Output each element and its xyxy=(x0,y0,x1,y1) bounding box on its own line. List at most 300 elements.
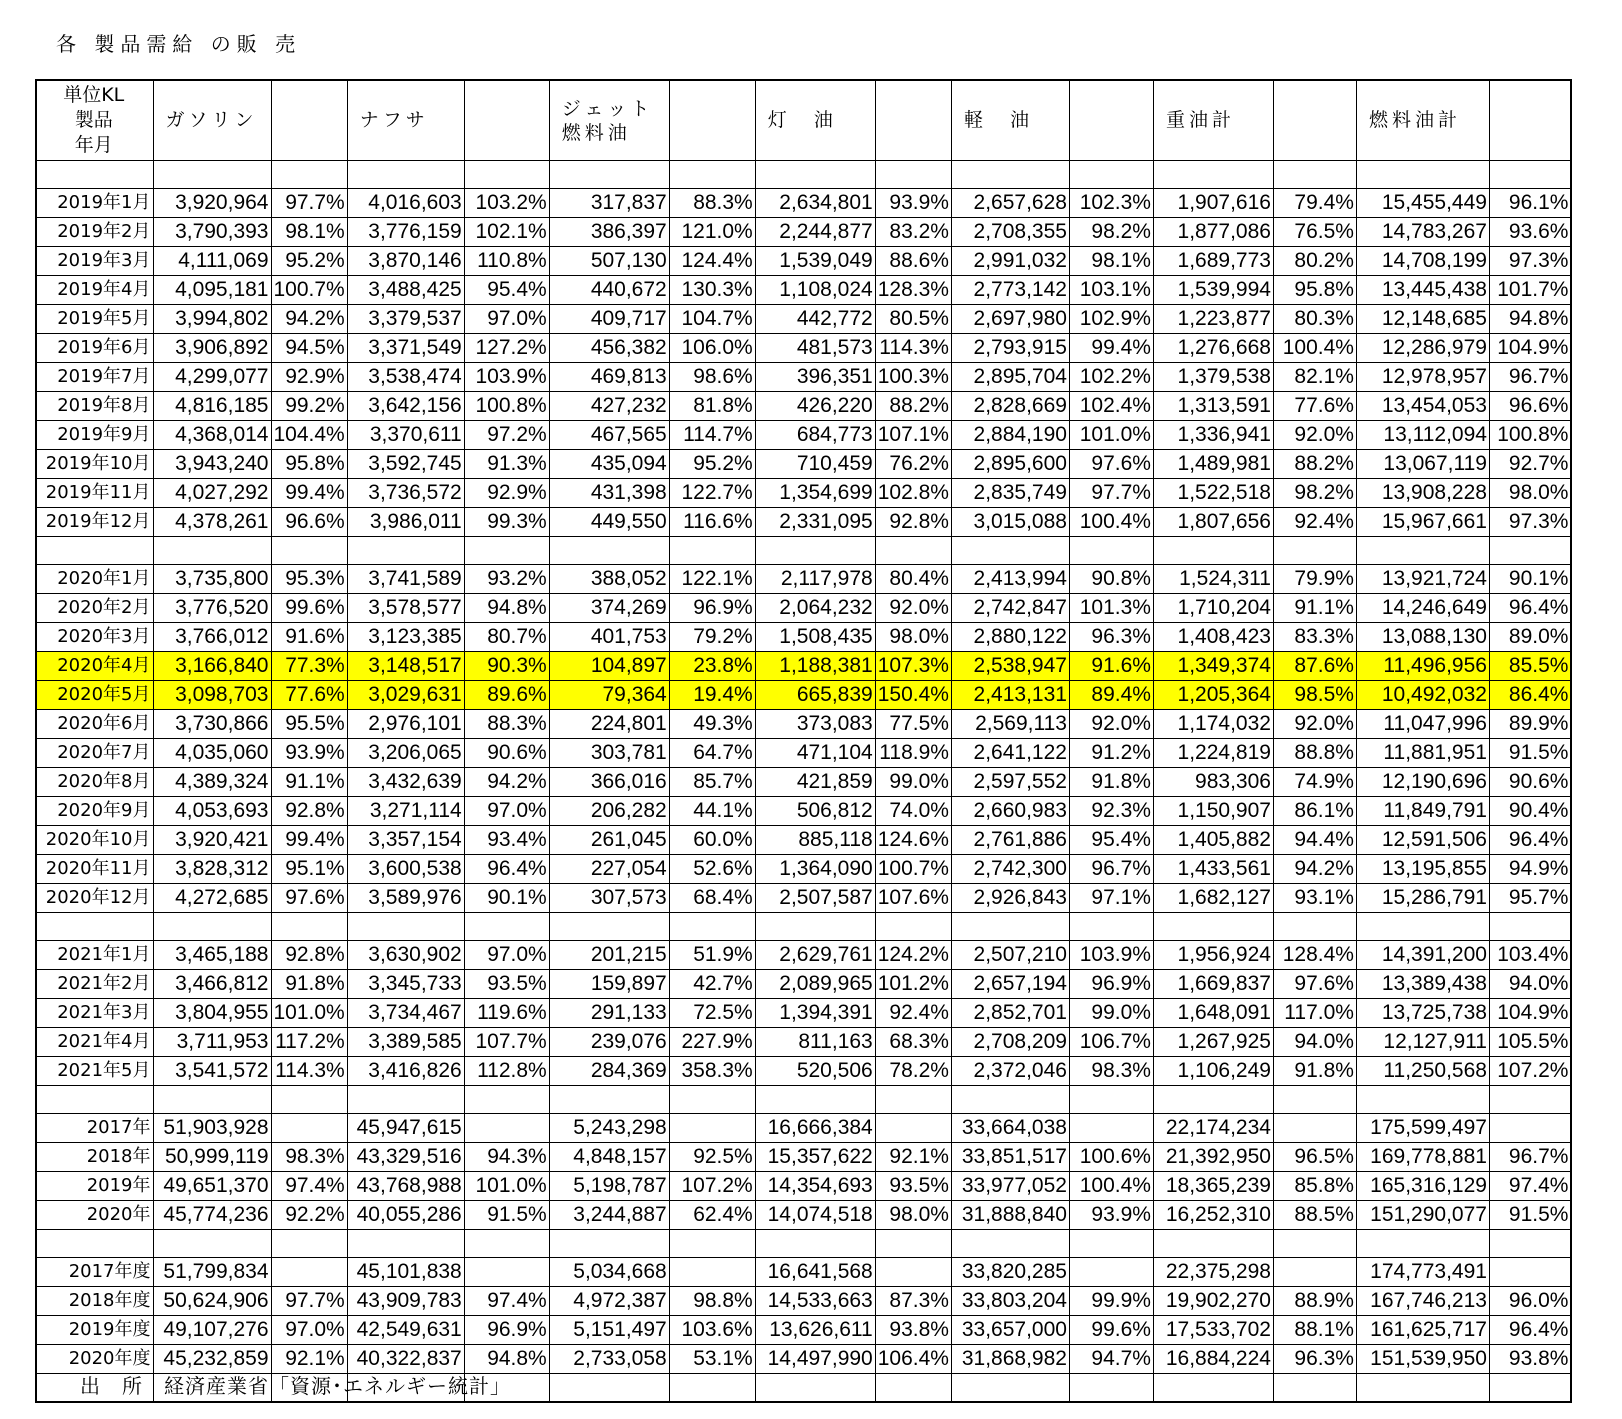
ratio-cell: 88.5% xyxy=(1273,1201,1356,1230)
ratio-cell: 53.1% xyxy=(669,1345,755,1374)
ratio-cell: 118.9% xyxy=(875,739,951,768)
volume-cell: 3,776,520 xyxy=(153,594,271,623)
volume-cell: 3,920,964 xyxy=(153,189,271,218)
ratio-cell: 49.3% xyxy=(669,710,755,739)
volume-cell: 2,089,965 xyxy=(755,970,875,999)
empty-cell xyxy=(464,1086,549,1114)
empty-cell xyxy=(875,1086,951,1114)
row-label: 2019年度 xyxy=(36,1316,153,1345)
ratio-cell: 107.2% xyxy=(669,1172,755,1201)
ratio-cell: 96.1% xyxy=(1489,189,1571,218)
volume-cell: 174,773,491 xyxy=(1356,1258,1489,1287)
spacer-row xyxy=(36,1086,1571,1114)
empty-cell xyxy=(464,1230,549,1258)
ratio-cell: 92.4% xyxy=(875,999,951,1028)
volume-cell: 2,773,142 xyxy=(951,276,1069,305)
volume-cell: 3,600,538 xyxy=(347,855,464,884)
empty-cell xyxy=(1489,1374,1571,1403)
ratio-cell: 95.5% xyxy=(271,710,347,739)
volume-cell: 49,651,370 xyxy=(153,1172,271,1201)
volume-cell: 3,804,955 xyxy=(153,999,271,1028)
volume-cell: 1,689,773 xyxy=(1153,247,1273,276)
volume-cell: 456,382 xyxy=(549,334,669,363)
ratio-cell: 103.9% xyxy=(464,363,549,392)
empty-cell xyxy=(1069,1374,1153,1403)
ratio-cell: 96.6% xyxy=(1489,392,1571,421)
volume-cell: 12,190,696 xyxy=(1356,768,1489,797)
ratio-cell: 99.0% xyxy=(1069,999,1153,1028)
empty-cell xyxy=(1273,913,1356,941)
empty-cell xyxy=(875,1374,951,1403)
volume-cell: 1,205,364 xyxy=(1153,681,1273,710)
volume-cell: 1,379,538 xyxy=(1153,363,1273,392)
volume-cell: 3,735,800 xyxy=(153,565,271,594)
ratio-cell: 130.3% xyxy=(669,276,755,305)
ratio-cell: 92.0% xyxy=(1273,710,1356,739)
table-row xyxy=(36,855,1571,884)
table-row xyxy=(36,1172,1571,1201)
volume-cell: 3,371,549 xyxy=(347,334,464,363)
table-row xyxy=(36,392,1571,421)
ratio-cell: 91.8% xyxy=(1273,1057,1356,1086)
ratio-cell: 105.5% xyxy=(1489,1028,1571,1057)
volume-cell: 33,803,204 xyxy=(951,1287,1069,1316)
volume-cell: 13,626,611 xyxy=(755,1316,875,1345)
volume-cell: 506,812 xyxy=(755,797,875,826)
ratio-cell: 116.6% xyxy=(669,508,755,537)
table-row xyxy=(36,1028,1571,1057)
volume-cell: 684,773 xyxy=(755,421,875,450)
ratio-cell: 119.6% xyxy=(464,999,549,1028)
empty-cell xyxy=(1356,1230,1489,1258)
ratio-cell: 117.2% xyxy=(271,1028,347,1057)
volume-cell: 4,095,181 xyxy=(153,276,271,305)
volume-cell: 40,322,837 xyxy=(347,1345,464,1374)
volume-cell: 3,029,631 xyxy=(347,681,464,710)
ratio-cell: 91.8% xyxy=(1069,768,1153,797)
empty-cell xyxy=(271,1086,347,1114)
volume-cell: 33,664,038 xyxy=(951,1114,1069,1143)
empty-cell xyxy=(549,913,669,941)
ratio-cell xyxy=(669,1258,755,1287)
volume-cell: 3,148,517 xyxy=(347,652,464,681)
empty-cell xyxy=(951,1086,1069,1114)
ratio-cell: 92.4% xyxy=(1273,508,1356,537)
volume-cell: 3,244,887 xyxy=(549,1201,669,1230)
ratio-cell: 95.3% xyxy=(271,565,347,594)
volume-cell: 1,106,249 xyxy=(1153,1057,1273,1086)
ratio-cell: 122.1% xyxy=(669,565,755,594)
ratio-cell: 95.4% xyxy=(464,276,549,305)
table-row xyxy=(36,710,1571,739)
volume-cell: 159,897 xyxy=(549,970,669,999)
volume-cell: 467,565 xyxy=(549,421,669,450)
volume-cell: 79,364 xyxy=(549,681,669,710)
ratio-cell: 44.1% xyxy=(669,797,755,826)
volume-cell: 33,657,000 xyxy=(951,1316,1069,1345)
empty-cell xyxy=(1273,1230,1356,1258)
empty-cell xyxy=(1273,161,1356,189)
ratio-cell: 90.4% xyxy=(1489,797,1571,826)
volume-cell: 3,206,065 xyxy=(347,739,464,768)
volume-cell: 2,708,209 xyxy=(951,1028,1069,1057)
volume-cell: 4,972,387 xyxy=(549,1287,669,1316)
volume-cell: 15,967,661 xyxy=(1356,508,1489,537)
volume-cell: 2,507,587 xyxy=(755,884,875,913)
volume-cell: 3,592,745 xyxy=(347,450,464,479)
volume-cell: 885,118 xyxy=(755,826,875,855)
volume-cell: 3,465,188 xyxy=(153,941,271,970)
empty-cell xyxy=(347,161,464,189)
volume-cell: 811,163 xyxy=(755,1028,875,1057)
empty-cell xyxy=(1356,537,1489,565)
ratio-cell: 103.2% xyxy=(464,189,549,218)
ratio-cell: 97.6% xyxy=(271,884,347,913)
volume-cell: 3,370,611 xyxy=(347,421,464,450)
empty-cell xyxy=(875,161,951,189)
ratio-cell: 104.9% xyxy=(1489,999,1571,1028)
volume-cell: 401,753 xyxy=(549,623,669,652)
ratio-cell: 88.1% xyxy=(1273,1316,1356,1345)
volume-cell: 3,389,585 xyxy=(347,1028,464,1057)
ratio-cell: 76.5% xyxy=(1273,218,1356,247)
volume-cell: 15,286,791 xyxy=(1356,884,1489,913)
empty-cell xyxy=(1153,913,1273,941)
volume-cell: 3,790,393 xyxy=(153,218,271,247)
volume-cell: 1,648,091 xyxy=(1153,999,1273,1028)
ratio-cell: 99.4% xyxy=(1069,334,1153,363)
empty-cell xyxy=(1153,1374,1273,1403)
volume-cell: 45,774,236 xyxy=(153,1201,271,1230)
ratio-cell: 91.2% xyxy=(1069,739,1153,768)
volume-cell: 2,697,980 xyxy=(951,305,1069,334)
empty-cell xyxy=(271,913,347,941)
ratio-cell: 68.3% xyxy=(875,1028,951,1057)
volume-cell: 442,772 xyxy=(755,305,875,334)
ratio-cell: 91.6% xyxy=(1069,652,1153,681)
ratio-cell: 112.8% xyxy=(464,1057,549,1086)
row-label: 2020年1月 xyxy=(36,565,153,594)
ratio-cell: 96.9% xyxy=(669,594,755,623)
volume-cell: 2,884,190 xyxy=(951,421,1069,450)
ratio-cell: 79.2% xyxy=(669,623,755,652)
row-label: 2019年7月 xyxy=(36,363,153,392)
ratio-cell xyxy=(1489,1114,1571,1143)
table-row xyxy=(36,1143,1571,1172)
volume-cell: 1,669,837 xyxy=(1153,970,1273,999)
ratio-cell: 97.4% xyxy=(1489,1172,1571,1201)
col-jet-fuel xyxy=(549,80,669,161)
volume-cell: 2,244,877 xyxy=(755,218,875,247)
volume-cell: 12,978,957 xyxy=(1356,363,1489,392)
ratio-cell: 102.2% xyxy=(1069,363,1153,392)
ratio-cell: 96.9% xyxy=(1069,970,1153,999)
volume-cell: 3,432,639 xyxy=(347,768,464,797)
ratio-cell: 94.8% xyxy=(464,1345,549,1374)
volume-cell: 11,849,791 xyxy=(1356,797,1489,826)
ratio-cell: 91.3% xyxy=(464,450,549,479)
volume-cell: 13,195,855 xyxy=(1356,855,1489,884)
ratio-cell: 94.8% xyxy=(1489,305,1571,334)
ratio-cell: 96.3% xyxy=(1069,623,1153,652)
empty-cell xyxy=(755,1086,875,1114)
empty-cell xyxy=(1153,1230,1273,1258)
table-row xyxy=(36,739,1571,768)
empty-cell xyxy=(669,161,755,189)
volume-cell: 16,641,568 xyxy=(755,1258,875,1287)
col-gasoline: ガソリン xyxy=(153,80,271,161)
volume-cell: 4,389,324 xyxy=(153,768,271,797)
table-row xyxy=(36,1057,1571,1086)
volume-cell: 161,625,717 xyxy=(1356,1316,1489,1345)
ratio-cell: 99.4% xyxy=(271,479,347,508)
volume-cell: 3,538,474 xyxy=(347,363,464,392)
volume-cell: 3,488,425 xyxy=(347,276,464,305)
empty-cell xyxy=(153,1230,271,1258)
ratio-cell: 150.4% xyxy=(875,681,951,710)
ratio-cell: 114.3% xyxy=(875,334,951,363)
ratio-cell xyxy=(271,1258,347,1287)
volume-cell: 3,357,154 xyxy=(347,826,464,855)
ratio-cell: 92.1% xyxy=(271,1345,347,1374)
volume-cell: 16,252,310 xyxy=(1153,1201,1273,1230)
volume-cell: 4,299,077 xyxy=(153,363,271,392)
empty-cell xyxy=(1069,161,1153,189)
ratio-cell: 97.3% xyxy=(1489,247,1571,276)
ratio-cell: 74.0% xyxy=(875,797,951,826)
ratio-cell: 127.2% xyxy=(464,334,549,363)
empty-cell xyxy=(755,161,875,189)
ratio-cell xyxy=(464,1114,549,1143)
ratio-cell: 93.6% xyxy=(1489,218,1571,247)
ratio-cell: 102.1% xyxy=(464,218,549,247)
empty-cell xyxy=(36,537,153,565)
volume-cell: 409,717 xyxy=(549,305,669,334)
ratio-cell: 93.1% xyxy=(1273,884,1356,913)
ratio-cell: 91.5% xyxy=(464,1201,549,1230)
ratio-cell: 97.6% xyxy=(1273,970,1356,999)
volume-cell: 4,816,185 xyxy=(153,392,271,421)
volume-cell: 2,852,701 xyxy=(951,999,1069,1028)
volume-cell: 3,015,088 xyxy=(951,508,1069,537)
empty-cell xyxy=(271,1230,347,1258)
empty-cell xyxy=(875,537,951,565)
ratio-cell: 95.4% xyxy=(1069,826,1153,855)
ratio-cell: 60.0% xyxy=(669,826,755,855)
table-row xyxy=(36,450,1571,479)
ratio-cell xyxy=(669,1114,755,1143)
table-row xyxy=(36,276,1571,305)
ratio-cell: 90.6% xyxy=(1489,768,1571,797)
volume-cell: 3,166,840 xyxy=(153,652,271,681)
volume-cell: 224,801 xyxy=(549,710,669,739)
volume-cell: 43,768,988 xyxy=(347,1172,464,1201)
volume-cell: 3,870,146 xyxy=(347,247,464,276)
volume-cell: 983,306 xyxy=(1153,768,1273,797)
volume-cell: 13,454,053 xyxy=(1356,392,1489,421)
empty-cell xyxy=(669,1086,755,1114)
row-label: 2019年11月 xyxy=(36,479,153,508)
volume-cell: 2,064,232 xyxy=(755,594,875,623)
volume-cell: 366,016 xyxy=(549,768,669,797)
ratio-cell: 98.0% xyxy=(875,1201,951,1230)
ratio-cell: 92.8% xyxy=(271,797,347,826)
volume-cell: 1,710,204 xyxy=(1153,594,1273,623)
empty-cell xyxy=(875,1230,951,1258)
row-label: 2019年1月 xyxy=(36,189,153,218)
ratio-cell: 99.3% xyxy=(464,508,549,537)
ratio-cell: 103.6% xyxy=(669,1316,755,1345)
table-row xyxy=(36,334,1571,363)
volume-cell: 2,895,600 xyxy=(951,450,1069,479)
empty-cell xyxy=(669,1374,755,1403)
volume-cell: 51,903,928 xyxy=(153,1114,271,1143)
ratio-cell: 99.2% xyxy=(271,392,347,421)
volume-cell: 431,398 xyxy=(549,479,669,508)
empty-cell xyxy=(347,913,464,941)
header-product: 製品 xyxy=(74,109,113,131)
volume-cell: 45,101,838 xyxy=(347,1258,464,1287)
ratio-cell: 93.8% xyxy=(875,1316,951,1345)
volume-cell: 2,629,761 xyxy=(755,941,875,970)
volume-cell: 3,466,812 xyxy=(153,970,271,999)
volume-cell: 169,778,881 xyxy=(1356,1143,1489,1172)
table-row xyxy=(36,884,1571,913)
col-naphtha: ナフサ xyxy=(347,80,464,161)
ratio-cell: 97.7% xyxy=(271,189,347,218)
ratio-cell: 95.8% xyxy=(1273,276,1356,305)
ratio-cell: 91.5% xyxy=(1489,739,1571,768)
volume-cell: 16,666,384 xyxy=(755,1114,875,1143)
sales-table xyxy=(35,79,1572,1403)
volume-cell: 3,589,976 xyxy=(347,884,464,913)
volume-cell: 2,657,628 xyxy=(951,189,1069,218)
volume-cell: 3,734,467 xyxy=(347,999,464,1028)
ratio-cell: 92.0% xyxy=(875,594,951,623)
volume-cell: 4,111,069 xyxy=(153,247,271,276)
ratio-cell: 90.1% xyxy=(1489,565,1571,594)
ratio-cell: 94.4% xyxy=(1273,826,1356,855)
empty-cell xyxy=(153,161,271,189)
volume-cell: 3,920,421 xyxy=(153,826,271,855)
volume-cell: 201,215 xyxy=(549,941,669,970)
row-label: 2017年度 xyxy=(36,1258,153,1287)
volume-cell: 2,117,978 xyxy=(755,565,875,594)
volume-cell: 1,524,311 xyxy=(1153,565,1273,594)
ratio-cell: 98.3% xyxy=(1069,1057,1153,1086)
empty-cell xyxy=(755,1374,875,1403)
volume-cell: 261,045 xyxy=(549,826,669,855)
ratio-cell: 68.4% xyxy=(669,884,755,913)
ratio-cell: 81.8% xyxy=(669,392,755,421)
ratio-cell: 94.2% xyxy=(464,768,549,797)
volume-cell: 13,389,438 xyxy=(1356,970,1489,999)
ratio-cell: 98.6% xyxy=(669,363,755,392)
volume-cell: 3,416,826 xyxy=(347,1057,464,1086)
volume-cell: 165,316,129 xyxy=(1356,1172,1489,1201)
table-row xyxy=(36,508,1571,537)
ratio-cell: 121.0% xyxy=(669,218,755,247)
row-label: 2020年 xyxy=(36,1201,153,1230)
empty-cell xyxy=(951,1374,1069,1403)
volume-cell: 22,375,298 xyxy=(1153,1258,1273,1287)
spacer-row xyxy=(36,1230,1571,1258)
ratio-cell: 83.2% xyxy=(875,218,951,247)
ratio-cell: 92.9% xyxy=(464,479,549,508)
spacer-row xyxy=(36,913,1571,941)
ratio-cell: 104.4% xyxy=(271,421,347,450)
ratio-cell: 93.9% xyxy=(1069,1201,1153,1230)
ratio-cell: 77.5% xyxy=(875,710,951,739)
table-row xyxy=(36,218,1571,247)
source-note: 出 所 経済産業省「資源･エネルギー統計」 xyxy=(80,1374,511,1398)
empty-cell xyxy=(549,1374,669,1403)
empty-cell xyxy=(347,537,464,565)
volume-cell: 3,736,572 xyxy=(347,479,464,508)
volume-cell: 1,174,032 xyxy=(1153,710,1273,739)
volume-cell: 11,250,568 xyxy=(1356,1057,1489,1086)
volume-cell: 22,174,234 xyxy=(1153,1114,1273,1143)
ratio-cell xyxy=(1069,1258,1153,1287)
ratio-cell: 100.7% xyxy=(875,855,951,884)
ratio-cell: 100.4% xyxy=(1069,508,1153,537)
volume-cell: 14,391,200 xyxy=(1356,941,1489,970)
volume-cell: 2,331,095 xyxy=(755,508,875,537)
ratio-cell: 51.9% xyxy=(669,941,755,970)
volume-cell: 1,349,374 xyxy=(1153,652,1273,681)
empty-cell xyxy=(1069,1086,1153,1114)
ratio-cell: 107.7% xyxy=(464,1028,549,1057)
ratio-cell: 97.7% xyxy=(271,1287,347,1316)
ratio-cell: 92.0% xyxy=(1273,421,1356,450)
ratio-cell: 94.2% xyxy=(1273,855,1356,884)
volume-cell: 307,573 xyxy=(549,884,669,913)
volume-cell: 317,837 xyxy=(549,189,669,218)
ratio-cell: 64.7% xyxy=(669,739,755,768)
ratio-cell: 89.0% xyxy=(1489,623,1571,652)
volume-cell: 16,884,224 xyxy=(1153,1345,1273,1374)
row-label: 2020年4月 xyxy=(36,652,153,681)
empty-cell xyxy=(1356,1374,1489,1403)
ratio-cell: 92.3% xyxy=(1069,797,1153,826)
header-unit-cell xyxy=(36,80,153,161)
volume-cell: 1,907,616 xyxy=(1153,189,1273,218)
row-label: 2020年7月 xyxy=(36,739,153,768)
volume-cell: 2,413,131 xyxy=(951,681,1069,710)
ratio-cell: 101.0% xyxy=(1069,421,1153,450)
row-label: 2020年5月 xyxy=(36,681,153,710)
ratio-cell: 88.6% xyxy=(875,247,951,276)
volume-cell: 1,150,907 xyxy=(1153,797,1273,826)
volume-cell: 3,345,733 xyxy=(347,970,464,999)
volume-cell: 2,742,300 xyxy=(951,855,1069,884)
ratio-cell: 80.5% xyxy=(875,305,951,334)
ratio-cell: 82.1% xyxy=(1273,363,1356,392)
volume-cell: 40,055,286 xyxy=(347,1201,464,1230)
row-label: 2020年度 xyxy=(36,1345,153,1374)
volume-cell: 3,271,114 xyxy=(347,797,464,826)
volume-cell: 303,781 xyxy=(549,739,669,768)
volume-cell: 14,074,518 xyxy=(755,1201,875,1230)
row-label: 2019年 xyxy=(36,1172,153,1201)
volume-cell: 4,378,261 xyxy=(153,508,271,537)
volume-cell: 2,828,669 xyxy=(951,392,1069,421)
volume-cell: 2,507,210 xyxy=(951,941,1069,970)
volume-cell: 481,573 xyxy=(755,334,875,363)
ratio-cell: 98.1% xyxy=(1069,247,1153,276)
volume-cell: 1,313,591 xyxy=(1153,392,1273,421)
volume-cell: 449,550 xyxy=(549,508,669,537)
